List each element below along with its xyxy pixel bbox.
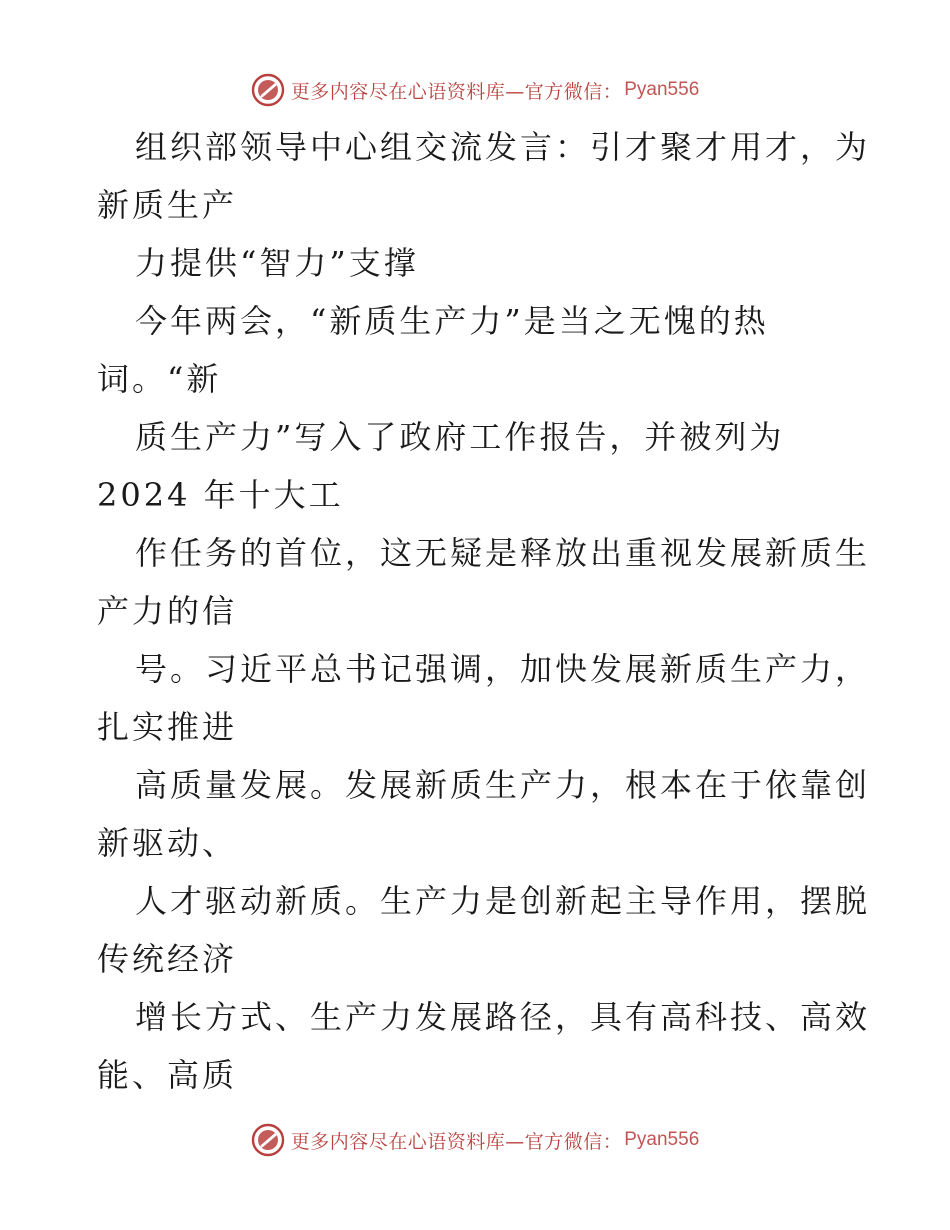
footer-banner-text: 更多内容尽在心语资料库—官方微信： bbox=[290, 1130, 623, 1153]
text-line: 2024 年十大工 bbox=[97, 476, 344, 514]
text-line: 人才驱动新质。生产力是创新起主导作用，摆脱 bbox=[135, 882, 871, 920]
document-body bbox=[97, 118, 871, 1104]
header-banner-text: 更多内容尽在心语资料库—官方微信： bbox=[290, 80, 623, 103]
text-line: 新质生产 bbox=[97, 186, 238, 224]
text-line: 传统经济 bbox=[97, 940, 238, 978]
text-line: 力提供“智力”支撑 bbox=[135, 244, 419, 282]
text-line: 作任务的首位，这无疑是释放出重视发展新质生 bbox=[135, 534, 871, 572]
text-line: 能、高质 bbox=[97, 1056, 238, 1094]
seal-logo-icon bbox=[251, 1123, 285, 1157]
seal-logo-icon bbox=[251, 73, 285, 107]
header-banner-id: Pyan556 bbox=[624, 79, 700, 100]
text-line: 增长方式、生产力发展路径，具有高科技、高效 bbox=[135, 998, 871, 1036]
text-line: 今年两会，“新质生产力”是当之无愧的热 bbox=[135, 302, 769, 340]
footer-watermark-banner bbox=[0, 1120, 950, 1160]
text-line: 产力的信 bbox=[97, 592, 238, 630]
text-line: 号。习近平总书记强调，加快发展新质生产力， bbox=[135, 650, 871, 688]
text-line: 新驱动、 bbox=[97, 824, 238, 862]
text-line: 词。“新 bbox=[97, 360, 222, 398]
text-line: 质生产力”写入了政府工作报告，并被列为 bbox=[135, 418, 785, 456]
text-line: 组织部领导中心组交流发言：引才聚才用才，为 bbox=[135, 128, 871, 166]
footer-banner-id: Pyan556 bbox=[624, 1129, 700, 1150]
header-watermark-banner bbox=[0, 70, 950, 110]
text-line: 扎实推进 bbox=[97, 708, 238, 746]
text-line: 高质量发展。发展新质生产力，根本在于依靠创 bbox=[135, 766, 871, 804]
